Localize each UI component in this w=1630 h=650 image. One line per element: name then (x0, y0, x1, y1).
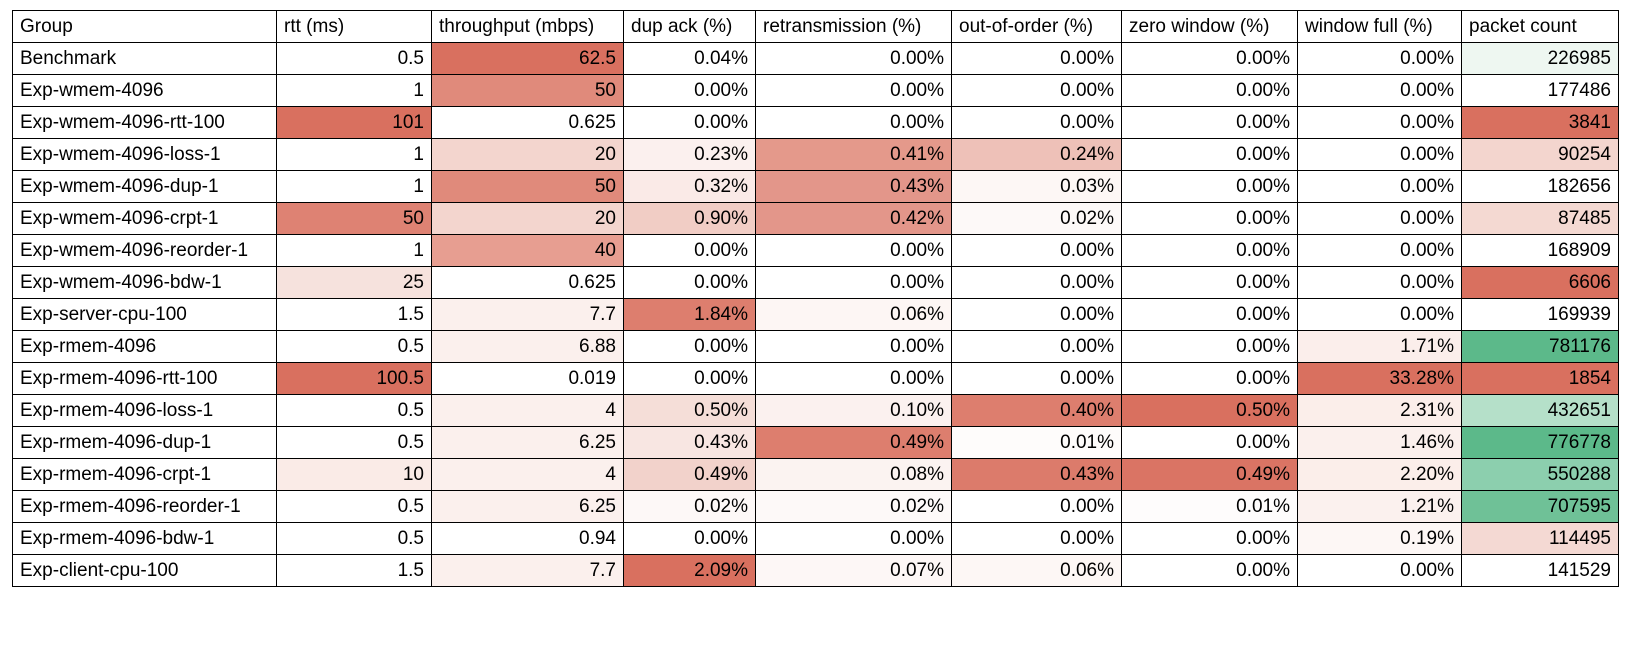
metric-cell: 7.7 (432, 299, 624, 331)
metric-cell: 1 (277, 235, 432, 267)
metric-cell: 0.00% (624, 107, 756, 139)
row-label: Exp-wmem-4096-bdw-1 (13, 267, 277, 299)
metric-cell: 0.00% (1298, 139, 1462, 171)
row-label: Exp-wmem-4096-loss-1 (13, 139, 277, 171)
metric-cell: 6.25 (432, 491, 624, 523)
metric-cell: 6.25 (432, 427, 624, 459)
metric-cell: 0.19% (1298, 523, 1462, 555)
column-header: retransmission (%) (756, 11, 952, 43)
metric-cell: 0.00% (756, 235, 952, 267)
metric-cell: 0.49% (756, 427, 952, 459)
metric-cell: 0.06% (952, 555, 1122, 587)
metric-cell: 33.28% (1298, 363, 1462, 395)
metric-cell: 0.00% (624, 75, 756, 107)
network-metrics-table (12, 10, 1619, 587)
metric-cell: 1.46% (1298, 427, 1462, 459)
row-label: Exp-rmem-4096-loss-1 (13, 395, 277, 427)
metric-cell: 432651 (1462, 395, 1619, 427)
table-row (13, 523, 1619, 555)
row-label: Exp-server-cpu-100 (13, 299, 277, 331)
table-row (13, 139, 1619, 171)
metric-cell: 0.5 (277, 523, 432, 555)
metric-cell: 1.5 (277, 555, 432, 587)
metric-cell: 1 (277, 171, 432, 203)
metric-cell: 1.21% (1298, 491, 1462, 523)
metric-cell: 0.5 (277, 491, 432, 523)
metric-cell: 0.00% (1122, 331, 1298, 363)
metric-cell: 0.00% (1122, 75, 1298, 107)
metric-cell: 0.5 (277, 43, 432, 75)
metric-cell: 0.00% (1122, 171, 1298, 203)
metric-cell: 0.5 (277, 331, 432, 363)
metric-cell: 50 (432, 171, 624, 203)
metric-cell: 0.00% (1122, 139, 1298, 171)
metric-cell: 0.10% (756, 395, 952, 427)
row-label: Exp-wmem-4096-rtt-100 (13, 107, 277, 139)
table-row (13, 171, 1619, 203)
metric-cell: 3841 (1462, 107, 1619, 139)
metric-cell: 0.00% (952, 267, 1122, 299)
metric-cell: 0.00% (1298, 75, 1462, 107)
metric-cell: 781176 (1462, 331, 1619, 363)
metric-cell: 0.04% (624, 43, 756, 75)
metric-cell: 0.08% (756, 459, 952, 491)
column-header: Group (13, 11, 277, 43)
metric-cell: 0.00% (952, 235, 1122, 267)
metric-cell: 0.23% (624, 139, 756, 171)
metric-cell: 10 (277, 459, 432, 491)
metric-cell: 4 (432, 459, 624, 491)
metric-cell: 0.00% (1122, 43, 1298, 75)
row-label: Exp-rmem-4096-bdw-1 (13, 523, 277, 555)
metric-cell: 1 (277, 139, 432, 171)
table-row (13, 43, 1619, 75)
metric-cell: 0.50% (1122, 395, 1298, 427)
metric-cell: 0.00% (1298, 555, 1462, 587)
metric-cell: 20 (432, 139, 624, 171)
table-row (13, 203, 1619, 235)
metric-cell: 168909 (1462, 235, 1619, 267)
metric-cell: 0.90% (624, 203, 756, 235)
metric-cell: 0.00% (756, 107, 952, 139)
metric-cell: 2.20% (1298, 459, 1462, 491)
metric-cell: 141529 (1462, 555, 1619, 587)
metric-cell: 0.42% (756, 203, 952, 235)
row-label: Exp-rmem-4096-crpt-1 (13, 459, 277, 491)
header-row (13, 11, 1619, 43)
table-row (13, 75, 1619, 107)
metric-cell: 6.88 (432, 331, 624, 363)
column-header: throughput (mbps) (432, 11, 624, 43)
metric-cell: 0.00% (1298, 171, 1462, 203)
metric-cell: 0.43% (756, 171, 952, 203)
metric-cell: 0.00% (1122, 267, 1298, 299)
metric-cell: 0.01% (1122, 491, 1298, 523)
table-row (13, 107, 1619, 139)
metric-cell: 0.00% (1122, 235, 1298, 267)
metric-cell: 0.5 (277, 427, 432, 459)
metric-cell: 2.09% (624, 555, 756, 587)
row-label: Exp-rmem-4096-rtt-100 (13, 363, 277, 395)
table-body (13, 43, 1619, 587)
metric-cell: 0.00% (1122, 555, 1298, 587)
table-row (13, 427, 1619, 459)
metric-cell: 0.00% (1122, 363, 1298, 395)
metric-cell: 25 (277, 267, 432, 299)
table-row (13, 235, 1619, 267)
table-row (13, 267, 1619, 299)
metric-cell: 0.00% (756, 363, 952, 395)
metric-cell: 0.24% (952, 139, 1122, 171)
metric-cell: 1 (277, 75, 432, 107)
metric-cell: 1.71% (1298, 331, 1462, 363)
metric-cell: 0.00% (1122, 523, 1298, 555)
metric-cell: 0.00% (952, 491, 1122, 523)
metric-cell: 169939 (1462, 299, 1619, 331)
metric-cell: 0.43% (952, 459, 1122, 491)
metric-cell: 0.00% (952, 43, 1122, 75)
metric-cell: 0.94 (432, 523, 624, 555)
column-header: rtt (ms) (277, 11, 432, 43)
column-header: zero window (%) (1122, 11, 1298, 43)
metric-cell: 0.00% (952, 363, 1122, 395)
metric-cell: 0.00% (756, 331, 952, 363)
metric-cell: 0.00% (952, 107, 1122, 139)
metric-cell: 4 (432, 395, 624, 427)
metric-cell: 0.00% (624, 267, 756, 299)
metric-cell: 0.02% (952, 203, 1122, 235)
table-row (13, 555, 1619, 587)
metric-cell: 0.00% (1298, 267, 1462, 299)
metric-cell: 1854 (1462, 363, 1619, 395)
metric-cell: 0.50% (624, 395, 756, 427)
row-label: Exp-rmem-4096-reorder-1 (13, 491, 277, 523)
metric-cell: 0.41% (756, 139, 952, 171)
metric-cell: 0.00% (624, 235, 756, 267)
metric-cell: 707595 (1462, 491, 1619, 523)
table-row (13, 331, 1619, 363)
metric-cell: 0.07% (756, 555, 952, 587)
table-row (13, 395, 1619, 427)
metric-cell: 6606 (1462, 267, 1619, 299)
metric-cell: 0.00% (1298, 43, 1462, 75)
table-row (13, 491, 1619, 523)
metric-cell: 0.019 (432, 363, 624, 395)
table-row (13, 363, 1619, 395)
column-header: window full (%) (1298, 11, 1462, 43)
column-header: out-of-order (%) (952, 11, 1122, 43)
metric-cell: 0.01% (952, 427, 1122, 459)
row-label: Exp-rmem-4096 (13, 331, 277, 363)
metric-cell: 0.02% (756, 491, 952, 523)
metric-cell: 87485 (1462, 203, 1619, 235)
metric-cell: 182656 (1462, 171, 1619, 203)
metric-cell: 2.31% (1298, 395, 1462, 427)
metric-cell: 0.00% (1122, 299, 1298, 331)
metric-cell: 0.00% (1122, 203, 1298, 235)
metric-cell: 100.5 (277, 363, 432, 395)
metric-cell: 0.00% (1122, 427, 1298, 459)
metric-cell: 50 (432, 75, 624, 107)
metric-cell: 0.32% (624, 171, 756, 203)
metric-cell: 0.00% (1298, 299, 1462, 331)
metric-cell: 0.00% (756, 523, 952, 555)
metric-cell: 0.00% (624, 523, 756, 555)
metric-cell: 20 (432, 203, 624, 235)
metric-cell: 0.49% (1122, 459, 1298, 491)
metric-cell: 0.625 (432, 107, 624, 139)
metric-cell: 101 (277, 107, 432, 139)
metric-cell: 0.06% (756, 299, 952, 331)
metric-cell: 0.40% (952, 395, 1122, 427)
metric-cell: 0.00% (952, 331, 1122, 363)
metric-cell: 550288 (1462, 459, 1619, 491)
row-label: Exp-client-cpu-100 (13, 555, 277, 587)
metric-cell: 114495 (1462, 523, 1619, 555)
metric-cell: 0.00% (1122, 107, 1298, 139)
metric-cell: 62.5 (432, 43, 624, 75)
metric-cell: 0.00% (1298, 203, 1462, 235)
metric-cell: 226985 (1462, 43, 1619, 75)
metric-cell: 0.5 (277, 395, 432, 427)
row-label: Benchmark (13, 43, 277, 75)
metric-cell: 0.49% (624, 459, 756, 491)
metric-cell: 7.7 (432, 555, 624, 587)
metric-cell: 0.02% (624, 491, 756, 523)
metric-cell: 0.00% (952, 75, 1122, 107)
metric-cell: 0.00% (624, 331, 756, 363)
metric-cell: 1.84% (624, 299, 756, 331)
metric-cell: 1.5 (277, 299, 432, 331)
metric-cell: 90254 (1462, 139, 1619, 171)
metric-cell: 0.03% (952, 171, 1122, 203)
metric-cell: 0.00% (756, 75, 952, 107)
table-row (13, 299, 1619, 331)
metric-cell: 0.00% (624, 363, 756, 395)
table-header (13, 11, 1619, 43)
metric-cell: 40 (432, 235, 624, 267)
metric-cell: 0.43% (624, 427, 756, 459)
metric-cell: 50 (277, 203, 432, 235)
metric-cell: 0.00% (1298, 107, 1462, 139)
row-label: Exp-wmem-4096 (13, 75, 277, 107)
row-label: Exp-rmem-4096-dup-1 (13, 427, 277, 459)
row-label: Exp-wmem-4096-reorder-1 (13, 235, 277, 267)
column-header: packet count (1462, 11, 1619, 43)
metric-cell: 0.00% (952, 523, 1122, 555)
metric-cell: 177486 (1462, 75, 1619, 107)
metric-cell: 776778 (1462, 427, 1619, 459)
metric-cell: 0.00% (756, 43, 952, 75)
metric-cell: 0.00% (952, 299, 1122, 331)
metric-cell: 0.625 (432, 267, 624, 299)
row-label: Exp-wmem-4096-dup-1 (13, 171, 277, 203)
table-row (13, 459, 1619, 491)
row-label: Exp-wmem-4096-crpt-1 (13, 203, 277, 235)
metric-cell: 0.00% (1298, 235, 1462, 267)
metric-cell: 0.00% (756, 267, 952, 299)
column-header: dup ack (%) (624, 11, 756, 43)
